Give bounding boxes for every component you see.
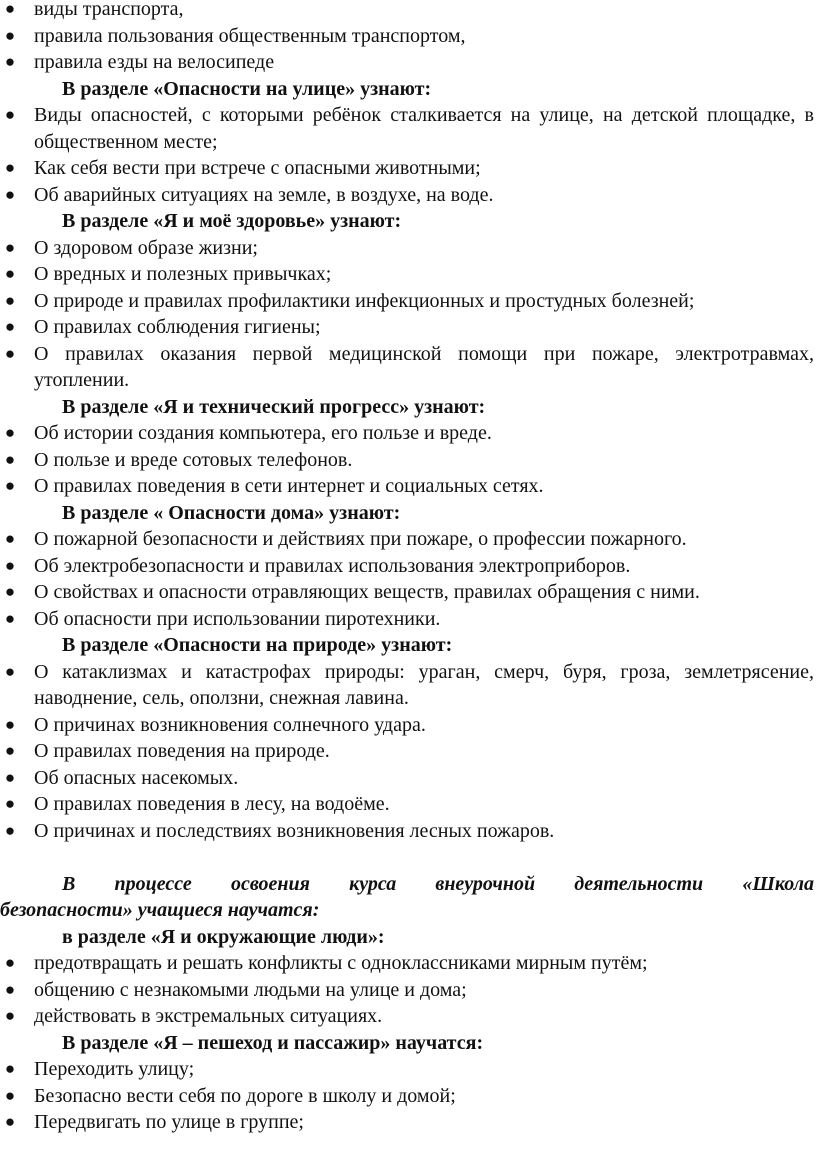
- bullet-icon: ●: [4, 661, 16, 681]
- bullet-icon: ●: [4, 237, 16, 257]
- list-item: ● Безопасно вести себя по дороге в школу и домой;: [0, 1083, 816, 1110]
- bullet-icon: ●: [4, 476, 16, 495]
- intro-line-2: безопасности» учащиеся научатся:: [0, 899, 320, 921]
- list-item: ● Об истории создания компьютера, его пользе и вреде.: [0, 420, 816, 447]
- bullet-icon: ●: [4, 449, 16, 469]
- list-item: ● Об опасности при использовании пиротехники.: [0, 606, 816, 633]
- list-item: ● О правилах поведения в сети интернет и социальных сетях.: [0, 473, 816, 500]
- list-item: ● О правилах оказания первой медицинской помощи при пожаре, электротравмах, утоплении.: [4, 342, 814, 391]
- list-item: ● О вредных и полезных привычках;: [0, 261, 816, 288]
- bullet-icon: ●: [4, 25, 16, 45]
- list-item: ● общению с незнакомыми людьми на улице и дома;: [0, 977, 816, 1004]
- bullet-icon: ●: [4, 608, 16, 628]
- list-item: ● О пользе и вреде сотовых телефонов.: [0, 447, 816, 474]
- list-item: ● правила езды на велосипеде: [0, 49, 816, 76]
- list-item: ● О причинах и последствиях возникновения лесных пожаров.: [0, 818, 816, 845]
- bullet-icon: ●: [4, 582, 16, 601]
- list-item: ● О природе и правилах профилактики инфекционных и простудных болезней;: [0, 288, 816, 315]
- list-item: ● правила пользования общественным транспортом,: [0, 23, 816, 50]
- list-item: ● О свойствах и опасности отравляющих веществ, правилах обращения с ними.: [0, 579, 816, 606]
- list-item: ● О правилах поведения в лесу, на водоёме.: [0, 791, 816, 818]
- list-item: ● О здоровом образе жизни;: [0, 235, 816, 262]
- bullet-icon: ●: [4, 1059, 16, 1078]
- bullet-icon: ●: [4, 953, 16, 972]
- section-heading: В разделе «Опасности на улице» узнают:: [62, 77, 432, 100]
- section-heading: В разделе «Я и технический прогресс» узнают:: [62, 395, 486, 418]
- bullet-icon: ●: [4, 820, 16, 840]
- bullet-icon: ●: [4, 343, 16, 363]
- list-item: ● Об опасных насекомых.: [0, 765, 816, 792]
- list-item: ● О пожарной безопасности и действиях при пожаре, о профессии пожарного.: [0, 526, 816, 553]
- intro-line-1: В процессе освоения курса внеурочной деятельности «Школа: [62, 872, 814, 895]
- bullet-icon: ●: [4, 184, 16, 204]
- section-heading: В разделе « Опасности дома» узнают:: [62, 501, 401, 524]
- list-item: ● виды транспорта,: [0, 0, 816, 23]
- list-item: ● Как себя вести при встрече с опасными животными;: [0, 155, 816, 182]
- bullet-icon: ●: [4, 264, 16, 283]
- bullet-icon: ●: [4, 0, 16, 18]
- list-item: ● предотвращать и решать конфликты с одноклассниками мирным путём;: [0, 950, 816, 977]
- section-heading: в разделе «Я и окружающие люди»:: [62, 925, 385, 948]
- list-item: ● О катаклизмах и катастрофах природы: ураган, смерч, буря, гроза, землетрясение, наводнение, сель, оползни, снежная лавина.: [4, 660, 814, 709]
- bullet-icon: ●: [4, 317, 16, 336]
- bullet-icon: ●: [4, 714, 16, 734]
- bullet-icon: ●: [4, 158, 16, 177]
- section-heading: В разделе «Я – пешеход и пассажир» научатся:: [62, 1031, 484, 1054]
- bullet-icon: ●: [4, 1085, 16, 1105]
- blank-line: [0, 844, 816, 871]
- intro-paragraph: [0, 871, 816, 924]
- list-item: ● Виды опасностей, с которыми ребёнок сталкивается на улице, на детской площадке, в общественном месте;: [4, 104, 814, 153]
- bullet-icon: ●: [4, 1006, 16, 1025]
- section-heading: В разделе «Опасности на природе» узнают:: [62, 634, 453, 656]
- list-item: ● Передвигать по улице в группе;: [0, 1109, 816, 1136]
- bullet-icon: ●: [4, 979, 16, 999]
- bullet-icon: ●: [4, 794, 16, 813]
- list-item: ● О правилах соблюдения гигиены;: [0, 314, 816, 341]
- section-heading: В разделе «Я и моё здоровье» узнают:: [62, 210, 402, 232]
- list-item: ● Об электробезопасности и правилах использования электроприборов.: [0, 553, 816, 580]
- bullet-icon: ●: [4, 555, 16, 575]
- list-item: ● О правилах поведения на природе.: [0, 738, 816, 765]
- list-item: ● О причинах возникновения солнечного удара.: [0, 712, 816, 739]
- bullet-icon: ●: [4, 105, 16, 124]
- bullet-icon: ●: [4, 529, 16, 548]
- bullet-icon: ●: [4, 290, 16, 310]
- list-item: ● Переходить улицу;: [0, 1056, 816, 1083]
- list-item: ● действовать в экстремальных ситуациях.: [0, 1003, 816, 1030]
- bullet-icon: ●: [4, 767, 16, 787]
- bullet-icon: ●: [4, 741, 16, 760]
- list-item: ● Об аварийных ситуациях на земле, в воздухе, на воде.: [0, 182, 816, 209]
- bullet-icon: ●: [4, 423, 16, 442]
- bullet-icon: ●: [4, 52, 16, 71]
- bullet-icon: ●: [4, 1112, 16, 1131]
